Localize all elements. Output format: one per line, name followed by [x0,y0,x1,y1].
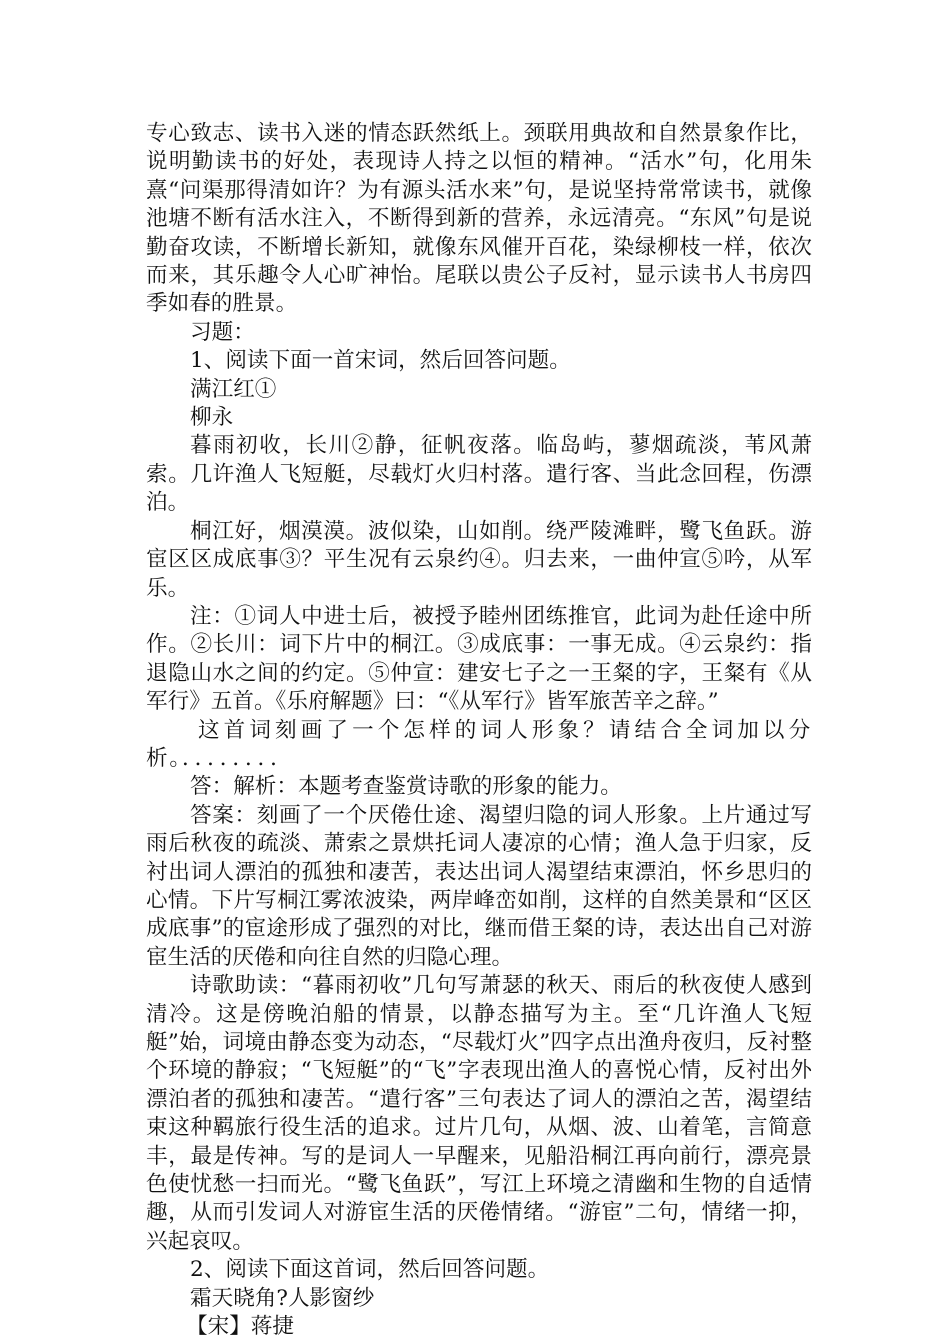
question-2-intro: 2、阅读下面这首词，然后回答问题。 [190,1257,550,1283]
poem-2-title: 霜天晓角?人影窗纱 [190,1285,375,1311]
exercise-heading: 习题： [190,319,255,345]
poem-2-author: 【宋】蒋捷 [186,1314,294,1340]
poem-1-title: 满江红① [190,376,277,402]
question-1-reading-guide: 诗歌助读：“暮雨初收”几句写萧瑟的秋天、雨后的秋夜使人感到清冷。这是傍晚泊船的情景，以静态描写为主。至“几许渔人飞短艇”始，词境由静态变为动态，“尽载灯火”四字点出渔舟夜归，反衬整个环境的静寂；“飞短艇”的“飞”字表现出渔人的喜悦心情，反衬出外漂泊者的孤独和凄苦。“遣行客”三句表达了词人的漂泊之苦，渴望结束这种羁旅行役生活的追求。过片几句，从烟、波、山着笔，言简意丰，最是传神。写的是词人一早醒来，见船沿桐江再向前行，漂亮景色使忧愁一扫而光。“鹭飞鱼跃”，写江上环境之清幽和生物的自适情趣，从而引发词人对游宦生活的厌倦情绪。“游宦”二句，情绪一抑，兴起哀叹。 [146,973,812,1254]
poem-1-stanza-2: 桐江好，烟漠漠。波似染，山如削。绕严陵滩畔，鹭飞鱼跃。游宦区区成底事③？平生况有云泉约④。归去来，一曲仲宣⑤吟，从军乐。 [146,518,812,601]
paragraph-analysis-end: 专心致志、读书入迷的情态跃然纸上。颈联用典故和自然景象作比，说明勤读书的好处，表现诗人持之以恒的精神。“活水”句，化用朱熹“问渠那得清如许？为有源头活水来”句，是说坚持常常读书，就像池塘不断有活水注入，不断得到新的营养，永远清亮。“东风”句是说勤奋攻读，不断增长新知，就像东风催开百花，染绿柳枝一样，依次而来，其乐趣令人心旷神怡。尾联以贵公子反衬，显示读书人书房四季如春的胜景。 [146,121,812,317]
question-1-answer-label: 答：解析：本题考查鉴赏诗歌的形象的能力。 [190,774,622,800]
poem-1-author: 柳永 [190,405,234,431]
question-1-intro: 1、阅读下面一首宋词，然后回答问题。 [190,348,571,374]
document-page [146,120,812,1341]
question-1-prompt: 这首词刻画了一个怎样的词人形象？请结合全词加以分析。．．．．．．．． [146,717,812,771]
poem-1-stanza-1: 暮雨初收，长川②静，征帆夜落。临岛屿，蓼烟疏淡，苇风萧索。几许渔人飞短艇，尽载灯火归村落。遣行客、当此念回程，伤漂泊。 [146,433,812,516]
question-1-answer: 答案：刻画了一个厌倦仕途、渴望归隐的词人形象。上片通过写雨后秋夜的疏淡、萧索之景烘托词人凄凉的心情；渔人急于归家，反衬出词人漂泊的孤独和凄苦，表达出词人渴望结束漂泊，怀乡思归的心情。下片写桐江雾浓波染，两岸峰峦如削，这样的自然美景和“区区成底事”的宦途形成了强烈的对比，继而借王粲的诗，表达出自己对游宦生活的厌倦和向往自然的归隐心理。 [146,802,812,970]
poem-1-notes: 注：①词人中进士后，被授予睦州团练推官，此词为赴任途中所作。②长川：词下片中的桐江。③成底事：一事无成。④云泉约：指退隐山水之间的约定。⑤仲宣：建安七子之一王粲的字，王粲有《从军行》五首。《乐府解题》曰：“《从军行》皆军旅苦辛之辞。” [146,603,812,715]
